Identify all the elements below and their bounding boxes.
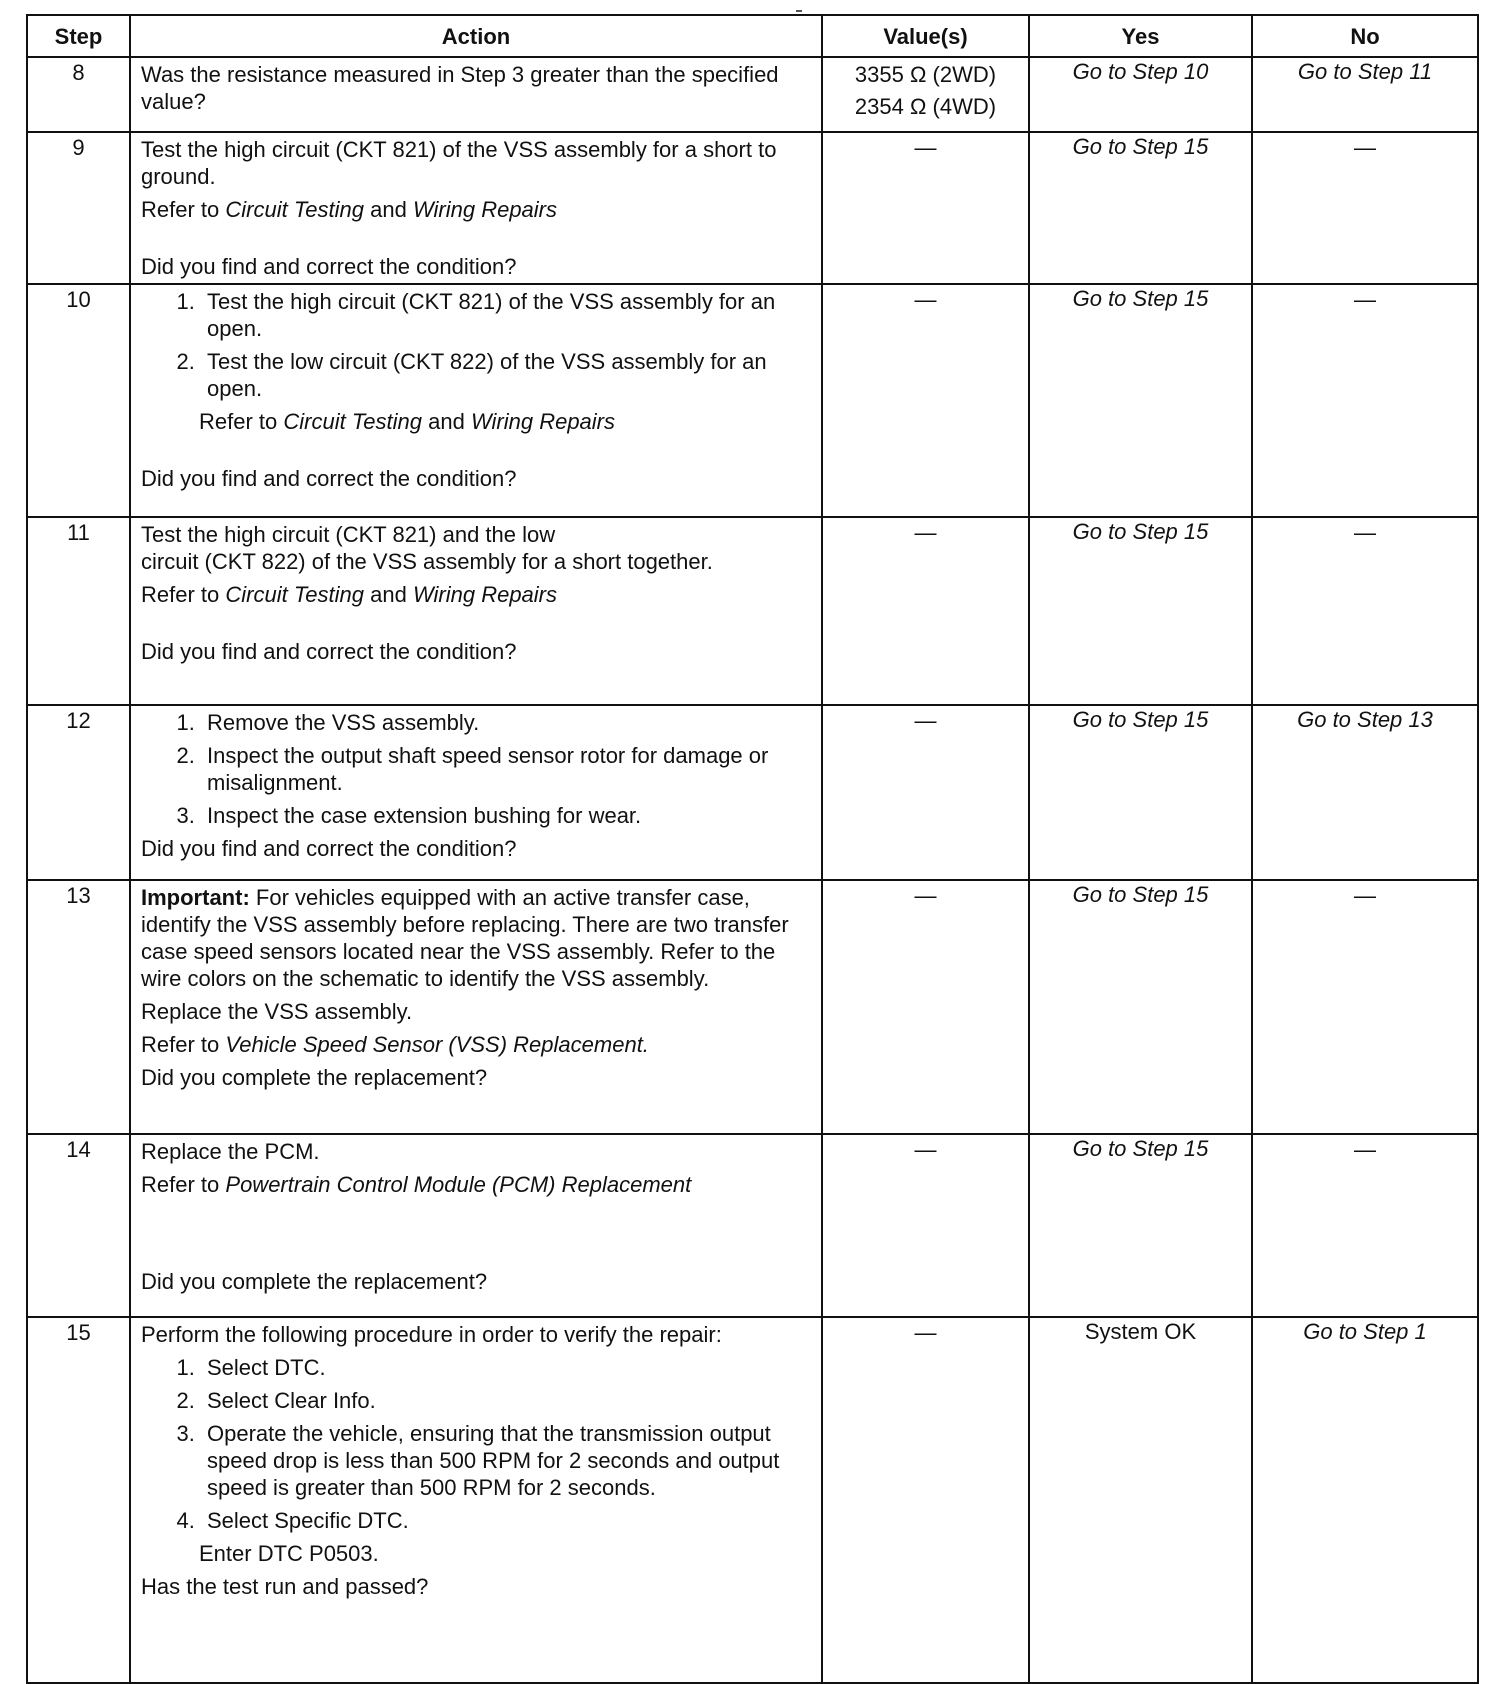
values-cell: — xyxy=(822,517,1029,705)
step-number: 9 xyxy=(27,132,130,284)
step-number: 10 xyxy=(27,284,130,517)
refer-link-wiring-repairs[interactable]: Wiring Repairs xyxy=(412,197,558,222)
refer-link-circuit-testing[interactable]: Circuit Testing xyxy=(283,409,422,434)
refer-line xyxy=(141,1171,813,1198)
action-list xyxy=(141,709,813,829)
refer-prefix: Refer to xyxy=(141,1032,220,1057)
table-row-step-8 xyxy=(27,57,1478,132)
yes-cell: Go to Step 15 xyxy=(1029,284,1252,517)
values-cell: — xyxy=(822,1134,1029,1317)
list-item: 2. Inspect the output shaft speed sensor rotor for damage or misalignment. xyxy=(201,742,813,796)
yes-cell: Go to Step 15 xyxy=(1029,1134,1252,1317)
step-number: 11 xyxy=(27,517,130,705)
action-text-line-2: circuit (CKT 822) of the VSS assembly for a short together. xyxy=(141,549,713,574)
replace-text: Replace the PCM. xyxy=(141,1139,320,1164)
action-cell xyxy=(130,57,822,132)
header-values: Value(s) xyxy=(822,15,1029,57)
refer-link-wiring-repairs[interactable]: Wiring Repairs xyxy=(412,582,558,607)
value-4wd: 2354 Ω (4WD) xyxy=(854,94,997,119)
values-cell xyxy=(822,57,1029,132)
list-item: 4. Select Specific DTC. xyxy=(201,1507,813,1534)
important-label: Important: xyxy=(141,885,250,910)
values-cell: — xyxy=(822,284,1029,517)
refer-line xyxy=(141,408,813,435)
refer-prefix: Refer to xyxy=(141,197,220,222)
refer-link-circuit-testing[interactable]: Circuit Testing xyxy=(225,197,364,222)
list-item: 1. Test the high circuit (CKT 821) of the VSS assembly for an open. xyxy=(201,288,813,342)
question-text: Has the test run and passed? xyxy=(141,1574,429,1599)
no-cell: — xyxy=(1252,284,1478,517)
action-text: Test the high circuit (CKT 821) of the VSS assembly for a short to ground. xyxy=(141,137,777,189)
list-item: 3. Inspect the case extension bushing for wear. xyxy=(201,802,813,829)
step-number: 13 xyxy=(27,880,130,1134)
list-item: 1. Remove the VSS assembly. xyxy=(201,709,813,736)
action-cell xyxy=(130,705,822,880)
header-yes: Yes xyxy=(1029,15,1252,57)
table-row-step-12 xyxy=(27,705,1478,880)
no-cell: Go to Step 11 xyxy=(1252,57,1478,132)
header-row xyxy=(27,15,1478,57)
refer-line xyxy=(141,1031,813,1058)
step-number: 14 xyxy=(27,1134,130,1317)
refer-link-pcm-replacement[interactable]: Powertrain Control Module (PCM) Replacement xyxy=(225,1172,692,1197)
refer-prefix: Refer to xyxy=(141,582,220,607)
values-cell: — xyxy=(822,880,1029,1134)
header-step: Step xyxy=(27,15,130,57)
important-text: For vehicles equipped with an active transfer case, identify the VSS assembly before replacing. There are two transfer case speed sensors located near the VSS assembly. Refer to the wire colors on the schematic to identify the VSS assembly. xyxy=(141,885,789,991)
action-cell xyxy=(130,517,822,705)
question-text: Did you find and correct the condition? xyxy=(141,836,517,861)
important-note xyxy=(141,884,813,992)
table-row-step-15 xyxy=(27,1317,1478,1683)
yes-cell: Go to Step 15 xyxy=(1029,132,1252,284)
yes-cell: Go to Step 15 xyxy=(1029,705,1252,880)
question-text: Did you find and correct the condition? xyxy=(141,254,517,279)
list-item: 2. Test the low circuit (CKT 822) of the VSS assembly for an open. xyxy=(201,348,813,402)
diagnostic-table xyxy=(26,14,1479,1684)
question-text: Was the resistance measured in Step 3 greater than the specified value? xyxy=(141,62,779,114)
no-cell: Go to Step 1 xyxy=(1252,1317,1478,1683)
no-cell: — xyxy=(1252,1134,1478,1317)
replace-text: Replace the VSS assembly. xyxy=(141,999,413,1024)
step-number: 12 xyxy=(27,705,130,880)
stray-mark xyxy=(796,10,802,12)
refer-link-wiring-repairs[interactable]: Wiring Repairs xyxy=(470,409,616,434)
action-list xyxy=(141,288,813,402)
action-cell xyxy=(130,284,822,517)
values-cell: — xyxy=(822,1317,1029,1683)
action-cell xyxy=(130,132,822,284)
refer-link-vss-replacement[interactable]: Vehicle Speed Sensor (VSS) Replacement. xyxy=(225,1032,649,1057)
refer-and: and xyxy=(370,197,407,222)
question-text: Did you find and correct the condition? xyxy=(141,639,517,664)
table-row-step-14 xyxy=(27,1134,1478,1317)
action-text-line-1: Test the high circuit (CKT 821) and the low xyxy=(141,522,556,547)
table-row-step-11 xyxy=(27,517,1478,705)
refer-and: and xyxy=(370,582,407,607)
action-cell xyxy=(130,1134,822,1317)
value-2wd: 3355 Ω (2WD) xyxy=(854,62,997,87)
list-item: 3. Operate the vehicle, ensuring that the transmission output speed drop is less than 500 RPM for 2 seconds and output speed is greater than 500 RPM for 2 seconds. xyxy=(201,1420,813,1501)
refer-line xyxy=(141,581,813,608)
refer-and: and xyxy=(428,409,465,434)
table-row-step-13 xyxy=(27,880,1478,1134)
intro-text: Perform the following procedure in order to verify the repair: xyxy=(141,1322,722,1347)
question-text: Did you complete the replacement? xyxy=(141,1065,488,1090)
question-text: Did you find and correct the condition? xyxy=(141,466,517,491)
no-cell: Go to Step 13 xyxy=(1252,705,1478,880)
question-text: Did you complete the replacement? xyxy=(141,1269,488,1294)
values-cell: — xyxy=(822,705,1029,880)
refer-prefix: Refer to xyxy=(141,1172,220,1197)
action-cell xyxy=(130,1317,822,1683)
step-number: 15 xyxy=(27,1317,130,1683)
table-row-step-10 xyxy=(27,284,1478,517)
yes-cell: Go to Step 15 xyxy=(1029,880,1252,1134)
list-item: 2. Select Clear Info. xyxy=(201,1387,813,1414)
table-row-step-9 xyxy=(27,132,1478,284)
list-item: 1. Select DTC. xyxy=(201,1354,813,1381)
step-number: 8 xyxy=(27,57,130,132)
no-cell: — xyxy=(1252,132,1478,284)
refer-prefix: Refer to xyxy=(199,409,278,434)
refer-line xyxy=(141,196,813,223)
no-cell: — xyxy=(1252,880,1478,1134)
action-cell xyxy=(130,880,822,1134)
action-list xyxy=(141,1354,813,1534)
yes-cell: Go to Step 15 xyxy=(1029,517,1252,705)
refer-link-circuit-testing[interactable]: Circuit Testing xyxy=(225,582,364,607)
header-action: Action xyxy=(130,15,822,57)
values-cell: — xyxy=(822,132,1029,284)
yes-cell: System OK xyxy=(1029,1317,1252,1683)
header-no: No xyxy=(1252,15,1478,57)
no-cell: — xyxy=(1252,517,1478,705)
yes-cell: Go to Step 10 xyxy=(1029,57,1252,132)
enter-dtc-text: Enter DTC P0503. xyxy=(199,1541,379,1566)
action-text xyxy=(141,521,813,575)
